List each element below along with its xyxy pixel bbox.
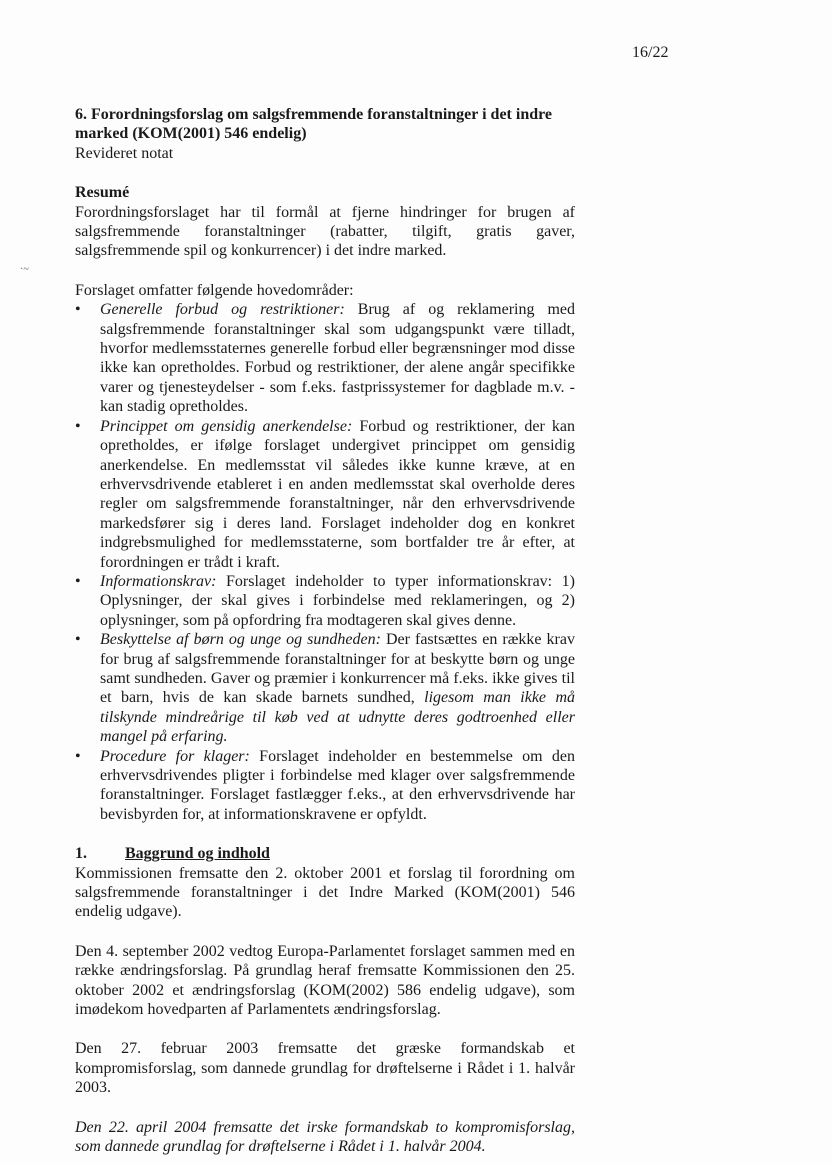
list-item bbox=[75, 747, 575, 825]
scan-speck: ·~ bbox=[20, 264, 29, 275]
section-paragraph: Den 4. september 2002 vedtog Europa-Parlamentet forslaget sammen med en række ændringsforslag. På grundlag heraf fremsatte Kommissionen den 25. oktober 2002 et ændringsforslag (KOM(2002) 586 endelig udgave), som imødekom hovedparten af Parlamentets ændringsforslag. bbox=[75, 942, 575, 1019]
bullet-italic-tail: ligesom man ikke må tilskynde mindreårige til køb ved at udnytte deres godtroenhed eller mangel på erfaring. bbox=[100, 689, 575, 746]
bullet-text: Der fastsættes en række krav for brug af salgsfremmende foranstaltninger for at beskytte børn og unge samt sundheden. Gaver og præmier i konkurrencer må f.eks. ikke gives til et barn, hvis de kan skade barnets sundhed, bbox=[100, 631, 575, 707]
section-paragraph: Kommissionen fremsatte den 2. oktober 2001 et forslag til forordning om salgsfremmende foranstaltninger i det Indre Marked (KOM(2001) 546 endelig udgave). bbox=[75, 864, 575, 921]
section-number: 1. bbox=[75, 845, 87, 863]
list-item bbox=[75, 630, 575, 746]
list-item bbox=[75, 300, 575, 416]
section-italic-paragraph: Den 22. april 2004 fremsatte det irske formandskab to kompromisforslag, som dannede grundlag for drøftelserne i Rådet i 1. halvår 2004. bbox=[75, 1118, 575, 1156]
section-title: Baggrund og indhold bbox=[125, 845, 270, 863]
bullet-text: Forbud og restriktioner, der kan opretholdes, er ifølge forslaget undergivet princippet om gensidig anerkendelse. En medlemsstat vil således ikke kunne kræve, at en erhvervsdrivende etableret i en anden medlemsstat skal overholde deres regler om salgsfremmende foranstaltninger, når den erhvervsdrivende markedsfører sig i deres land. Forslaget indeholder dog en konkret indgrebsmulighed for medlemsstaterne, som bortfalder tre år efter, at forordningen er trådt i kraft. bbox=[100, 417, 576, 571]
bullet-text: Forslaget indeholder to typer informationskrav: 1) Oplysninger, der skal gives i forbindelse med reklameringen, og 2) oplysninger, som på opfordring fra modtageren skal gives denne. bbox=[100, 572, 575, 629]
section-heading bbox=[75, 844, 575, 863]
bullet-term: Beskyttelse af børn og unge og sundheden: bbox=[100, 631, 381, 649]
document-subtitle: Revideret notat bbox=[75, 144, 174, 162]
section-paragraph: Den 27. februar 2003 fremsatte det græske formandskab et kompromisforslag, som dannede grundlag for drøftelserne i Rådet i 1. halvår 2003. bbox=[75, 1040, 575, 1097]
list-item bbox=[75, 572, 575, 630]
resume-heading: Resumé bbox=[75, 184, 130, 202]
bullet-term: Procedure for klager: bbox=[100, 747, 250, 765]
intro-text: Forslaget omfatter følgende hovedområder: bbox=[75, 281, 354, 299]
main-areas-list bbox=[75, 300, 575, 824]
list-item bbox=[75, 417, 575, 572]
resume-text: Forordningsforslaget har til formål at fjerne hindringer for brugen af salgsfremmende foranstaltninger (rabatter, tilgift, gratis gaver, salgsfremmende spil og konkurrencer) i det indre marked. bbox=[75, 203, 575, 260]
bullet-term: Generelle forbud og restriktioner: bbox=[100, 301, 345, 319]
document-body bbox=[75, 105, 575, 1157]
page-number: 16/22 bbox=[632, 44, 669, 61]
bullet-text: Brug af og reklamering med salgsfremmende foranstaltninger skal som udgangspunkt være tilladt, hvorfor medlemsstaternes generelle forbud eller begrænsninger mod disse ikke kan opretholdes. Forbud og restriktioner, der alene angår specifikke varer og tjenesteydelser - som f.eks. fastprissystemer for dagblade m.v. - kan stadig opretholdes. bbox=[100, 301, 575, 416]
bullet-text: Forslaget indeholder en bestemmelse om den erhvervsdrivendes pligter i forbindelse med klager over salgsfremmende foranstaltninger. Forslaget fastlægger f.eks., at den erhvervsdrivende har bevisbyrden for, at informationskravene er opfyldt. bbox=[100, 747, 576, 823]
document-title: 6. Forordningsforslag om salgsfremmende foranstaltninger i det indre marked (KOM(2001) 546 endelig) bbox=[75, 106, 553, 143]
bullet-term: Informationskrav: bbox=[100, 572, 217, 590]
bullet-term: Princippet om gensidig anerkendelse: bbox=[100, 417, 353, 435]
